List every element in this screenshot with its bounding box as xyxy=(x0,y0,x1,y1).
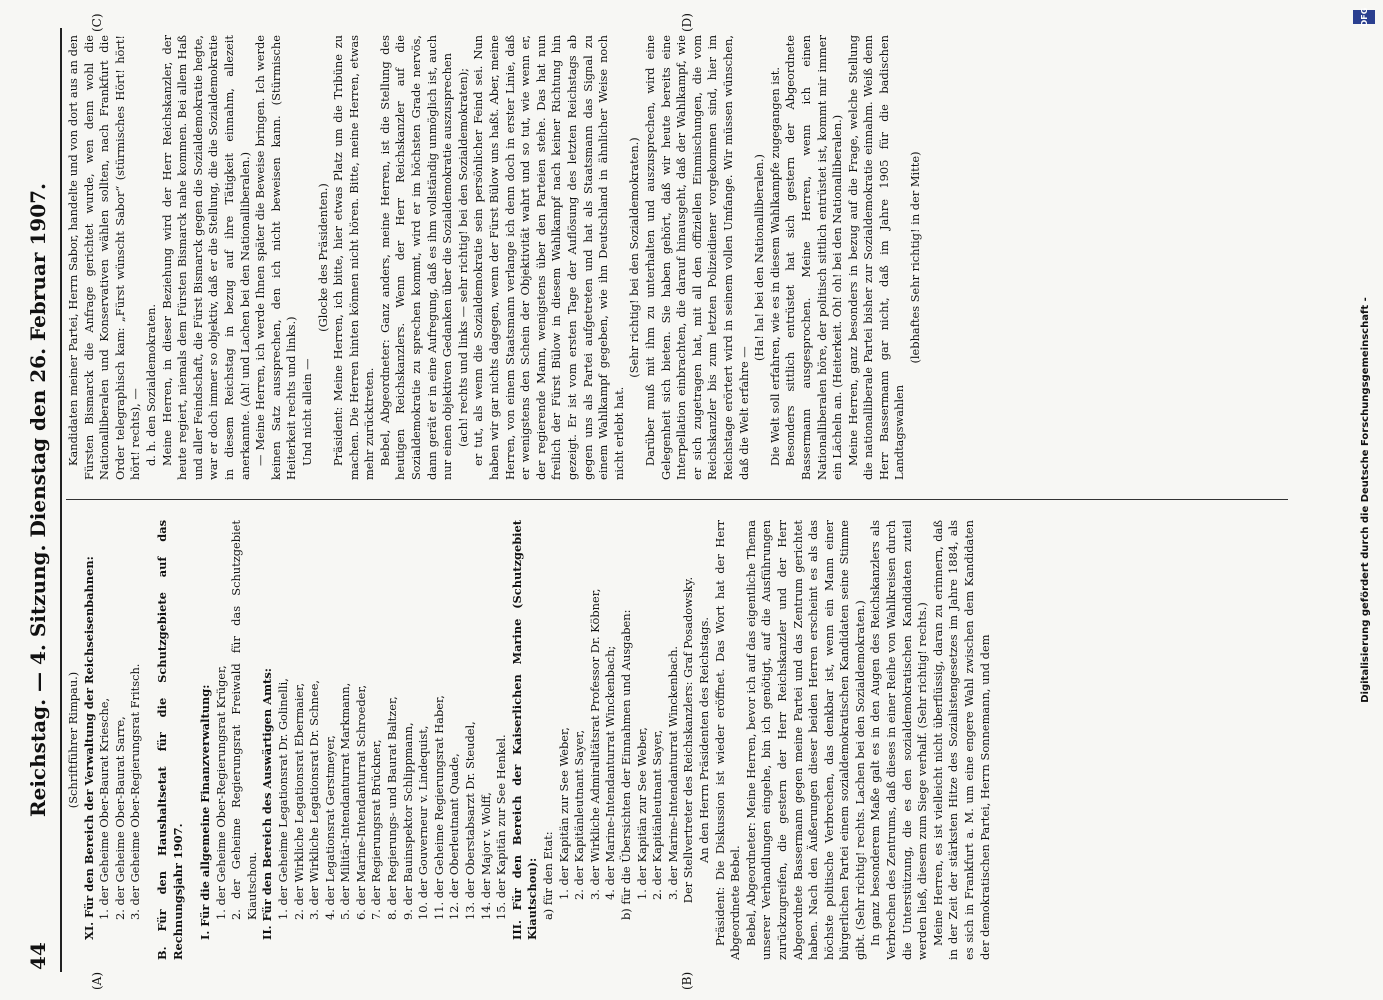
running-title: Reichstag. — 4. Sitzung. Dienstag den 26. Februar 1907. xyxy=(26,182,50,818)
addressee: An den Herrn Präsidenten des Reichstags. xyxy=(696,617,711,863)
list-item: 2. der Kapitänleutnant Sayer, xyxy=(650,729,665,900)
credit-text: Digitalisierung gefördert durch die Deutsche Forschungsgemeinschaft - xyxy=(1360,297,1371,703)
paragraph: Die Welt soll erfahren, wie es in diesem Wahlkampfe zugegangen ist. xyxy=(767,67,782,466)
sub-heading: b) für die Übersichten der Einnahmen und Ausgaben: xyxy=(618,609,633,920)
list-item: 2. der Geheime Regierungsrat Freiwald für das Schutzgebiet Kiautschou. xyxy=(229,520,259,920)
column-divider xyxy=(66,499,1288,500)
list-item: 15. der Kapitän zur See Henkel. xyxy=(494,734,509,920)
list-item: 12. der Oberleutnant Quade, xyxy=(447,753,462,920)
left-column xyxy=(66,520,1288,960)
margin-mark-d: (D) xyxy=(680,13,694,32)
list-item: 1. der Geheime Legationsrat Dr. Golinelli, xyxy=(275,678,290,920)
paragraph: Besonders sittlich entrüstet hat sich gestern der Abgeordnete Bassermann ausgesprochen. Meine Herren, wenn ich einen Nationalliberalen höre, der politisch sittlich entrüstet ist, kommt mir immer ein Lächeln an. (Heiterkeit. Oh! oh! bei den Nationalliberalen.) xyxy=(783,35,845,480)
paragraph: Meine Herren, in dieser Beziehung wird der Herr Reichskanzler, der heute regiert, niemals dem Fürsten Bismarck nahe kommen. Bei allem Haß und aller Feindschaft, die Fürst Bismarck gegen die Sozialdemokratie hegte, war er doch immer so objektiv, daß er die Stellung, die die Sozialdemokratie in diesem Reichstag in bezug auf ihre Tätigkeit einnahm, allezeit anerkannte. (Ah! und Lachen bei den Nationalliberalen.) xyxy=(159,35,252,480)
paragraph: Meine Herren, ganz besonders in bezug auf die Frage, welche Stellung die nationalliberale Partei bisher zur Sozialdemokratie einnahm. Weiß denn Herr Bassermann gar nicht, daß im Jahre 1905 für die badischen Landtagswahlen xyxy=(845,35,907,480)
dfg-logo-text: DFG xyxy=(1359,7,1369,27)
list-item: 14. der Major v. Wolff, xyxy=(478,792,493,920)
paragraph: Bebel, Abgeordneter: Meine Herren, bevor ich auf das eigentliche Thema unserer Verhandlungen eingehe, bin ich genötigt, auf die Ausführungen zurückzugreifen, die gestern der Herr Reichskanzler und der Herr Abgeordnete Bassermann gegen meine Partei und das Zentrum gerichtet haben. Nach den Äußerungen dieser beiden Herren erscheint es als das höchste politische Verbrechen, das denkbar ist, wenn ein Mann einer bürgerlichen Partei einem sozialdemokratischen Kandidaten seine Stimme gibt. (Sehr richtig! rechts. Lachen bei den Sozialdemokraten.) xyxy=(743,520,867,960)
list-item: 4. der Legationsrat Gerstmeyer, xyxy=(322,735,337,920)
list-item: 13. der Oberstabsarzt Dr. Steudel, xyxy=(463,721,478,920)
stage-direction: (Ha! ha! bei den Nationalliberalen.) xyxy=(752,154,767,361)
margin-mark-c: (C) xyxy=(90,13,104,32)
paragraph: Darüber muß mit ihm zu unterhalten und auszusprechen, wird eine Gelegenheit sich bieten. Sie haben gehört, daß wir heute bereits eine Interpellation einbrachten, die darauf hinausgeht, daß der Wahlkampf, wie er sich zugetragen hat, mit all den offiziellen Einmischungen, die vom Reichskanzler bis zum letzten Polizeidiener vorgekommen sind, hier im Reichstage erörtert wird in seinem vollen Umfange. Wir müssen wünschen, daß die Welt erfahre — xyxy=(642,35,751,480)
stage-direction: (ach! rechts und links — sehr richtig! bei den Sozialdemokraten); xyxy=(455,68,470,447)
list-item: 2. der Wirkliche Legationsrat Ebermaier, xyxy=(291,682,306,920)
paragraph: Bebel, Abgeordneter: Ganz anders, meine Herren, ist die Stellung des heutigen Reichskanzlers. Wenn der Herr Reichskanzler auf die Sozialdemokratie zu sprechen kommt, wird er im höchsten Grade nervös, dann gerät er in eine Aufregung, daß es ihm vollständig unmöglich ist, auch nur einen objektiven Gedanken über die Sozialdemokratie auszusprechen xyxy=(377,35,455,480)
list-item: 2. der Geheime Ober-Baurat Sarre, xyxy=(112,716,127,920)
list-item: 1. der Kapitän zur See Weber, xyxy=(634,727,649,900)
header-rule xyxy=(60,28,62,972)
section-heading: II. Für den Bereich des Auswärtigen Amts: xyxy=(260,668,275,940)
paragraph: Und nicht allein — xyxy=(299,358,314,466)
paragraph: d. h. den Sozialdemokraten. xyxy=(143,304,158,466)
digitization-credit xyxy=(1360,0,1371,1000)
stage-direction: (lebhaftes Sehr richtig! in der Mitte) xyxy=(908,151,923,364)
list-item: 8. der Regierungs- und Baurat Baltzer, xyxy=(385,696,400,920)
list-item: 3. der Wirkliche Legationsrat Dr. Schnee, xyxy=(307,679,322,920)
list-item: 6. der Marine-Intendanturrat Schroeder, xyxy=(353,684,368,920)
list-item: 4. der Marine-Intendanturrat Winckenbach; xyxy=(603,645,618,900)
secretary-note: (Schriftführer Rimpau.) xyxy=(66,671,80,809)
margin-mark-b: (B) xyxy=(680,971,694,990)
list-item: 11. der Geheime Regierungsrat Haber, xyxy=(431,695,446,920)
list-item: 1. der Geheime Ober-Regierungsrat Krüger, xyxy=(213,665,228,920)
list-item: 1. der Geheime Ober-Baurat Kriesche, xyxy=(97,697,112,920)
paragraph: er tut, als wenn die Sozialdemokratie sein persönlicher Feind sei. Nun haben wir gar nichts dagegen, wenn der Fürst Bülow uns haßt. Aber, meine Herren, von einem Staatsmann verlange ich denn doch in erster Linie, daß er wenigstens den Schein der Objektivität wahrt und so tut, wie wenn er, der regierende Mann, wenigstens über den Parteien stehe. Das hat nun freilich der Fürst Bülow in diesem Wahlkampf nach keiner Richtung hin gezeigt. Er ist vom ersten Tage der Auflösung des letzten Reichstags ab gegen uns als Partei aufgetreten und hat als Staatsmann das Signal zu einem Wahlkampf gegeben, wie ihn Deutschland in ähnlicher Weise noch nicht erlebt hat. xyxy=(471,35,626,480)
margin-mark-a: (A) xyxy=(90,971,104,990)
list-item: 9. der Bauinspektor Schlippmann, xyxy=(400,722,415,920)
sub-heading: a) für den Etat: xyxy=(541,831,555,920)
paragraph: Präsident: Meine Herren, ich bitte, hier etwas Platz um die Tribüne zu machen. Die Herren hinten können nicht hören. Bitte, meine Herren, etwas mehr zurücktreten. xyxy=(331,35,377,480)
list-item: 7. der Regierungsrat Brückner, xyxy=(369,739,384,920)
list-item: 1. der Kapitän zur See Weber, xyxy=(556,727,571,900)
paragraph: In ganz besonderem Maße galt es in den Augen des Reichskanzlers als Verbrechen des Zentrums, daß dieses in einer Reihe von Wahlkreisen durch die Unterstützung, die es den sozialdemokratischen Kandidaten zuteil werden ließ, diesem zum Siege verhalf. (Sehr richtig! rechts.) xyxy=(868,520,930,960)
section-heading: B. Für den Haushaltsetat für die Schutzgebiete auf das Rechnungsjahr 1907. xyxy=(155,520,185,960)
stage-direction: (Glocke des Präsidenten.) xyxy=(315,183,330,332)
list-item: 3. der Geheime Ober-Regierungsrat Fritsch. xyxy=(128,663,143,920)
list-item: 3. der Wirkliche Admiralitätsrat Professor Dr. Köbner, xyxy=(587,588,602,900)
paragraph: — Meine Herren, ich werde Ihnen später die Beweise bringen. Ich werde keinen Satz aussprechen, den ich nicht beweisen kann. (Stürmische Heiterkeit rechts und links.) xyxy=(253,35,299,480)
list-item: 3. der Marine-Intendanturrat Winckenbach. xyxy=(665,645,680,900)
list-item: 5. der Militär-Intendanturrat Markmann, xyxy=(338,682,353,920)
paragraph: Meine Herren, es ist vielleicht nicht überflüssig, daran zu erinnern, daß in der Zeit der stärksten Hitze des Sozialistengesetzes im Jahre 1884, als es sich in Frankfurt a. M. um eine engere Wahl zwischen dem Kandidaten der demokratischen Partei, Herrn Sonnemann, und dem xyxy=(930,520,992,960)
list-item: 10. der Gouverneur v. Lindequist, xyxy=(416,725,431,920)
right-column xyxy=(66,35,1288,480)
signature: Der Stellvertreter des Reichskanzlers: Graf Posadowsky. xyxy=(681,576,696,904)
section-heading: I. Für die allgemeine Finanzverwaltung: xyxy=(197,684,212,940)
section-heading: XI. Für den Bereich der Verwaltung der Reichseisenbahnen: xyxy=(81,556,96,940)
paragraph: Kandidaten meiner Partei, Herrn Sabor, handelte und von dort aus an den Fürsten Bismarck die Anfrage gerichtet wurde, wen denn wohl die Nationalliberalen und Konservativen wählen sollten, nach Frankfurt die Order telegraphisch kam: „Fürst wünscht Sabor“ (stürmisches Hört! hört! hört! rechts), — xyxy=(66,35,143,480)
running-header xyxy=(18,30,58,970)
list-item: 2. der Kapitänleutnant Sayer, xyxy=(572,729,587,900)
dfg-logo xyxy=(1353,7,1375,27)
stage-direction: (Sehr richtig! bei den Sozialdemokraten.) xyxy=(627,137,642,378)
section-heading: III. Für den Bereich der Kaiserlichen Marine (Schutzgebiet Kiautschou): xyxy=(509,520,540,940)
paragraph: Präsident: Die Diskussion ist wieder eröffnet. Das Wort hat der Herr Abgeordnete Bebel. xyxy=(712,520,743,960)
page-number: 44 xyxy=(26,942,50,970)
